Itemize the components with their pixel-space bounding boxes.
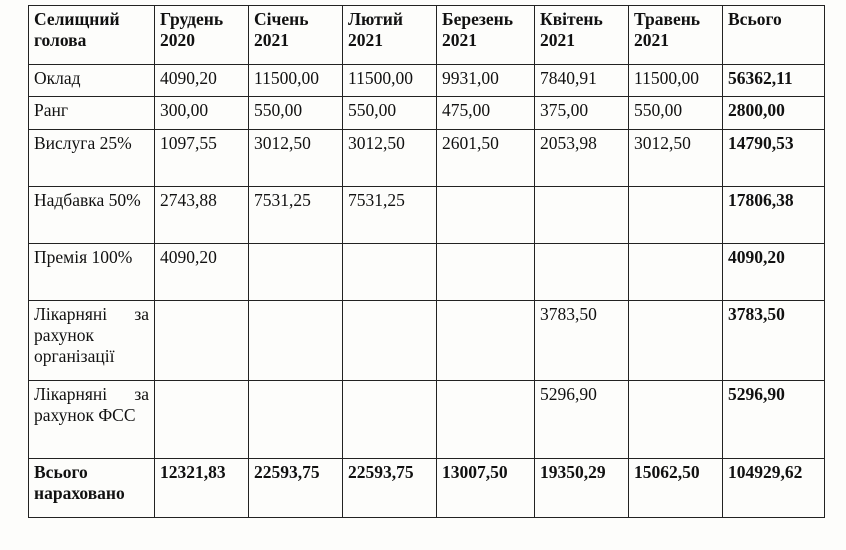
value-cell: 2053,98 (535, 130, 629, 187)
salary-table (28, 5, 825, 518)
value-cell (535, 244, 629, 301)
row-label: Ранг (29, 97, 155, 130)
value-cell: 3783,50 (535, 301, 629, 381)
value-cell (629, 187, 723, 244)
row-total-cell: 4090,20 (723, 244, 825, 301)
table-row (29, 97, 825, 130)
value-cell: 475,00 (437, 97, 535, 130)
row-total-cell: 5296,90 (723, 381, 825, 459)
grand-total-cell: 12321,83 (155, 459, 249, 518)
value-cell: 550,00 (629, 97, 723, 130)
grand-total-cell: 22593,75 (343, 459, 437, 518)
row-label: Лікарняні за рахунок організації (29, 301, 155, 381)
grand-total-cell: 13007,50 (437, 459, 535, 518)
header-cell-total: Всього (723, 6, 825, 65)
table-row (29, 65, 825, 97)
header-cell-february-2021: Лютий 2021 (343, 6, 437, 65)
value-cell: 550,00 (249, 97, 343, 130)
value-cell (343, 381, 437, 459)
row-total-cell: 2800,00 (723, 97, 825, 130)
value-cell (629, 301, 723, 381)
value-cell (629, 244, 723, 301)
value-cell: 3012,50 (629, 130, 723, 187)
value-cell: 1097,55 (155, 130, 249, 187)
value-cell: 3012,50 (249, 130, 343, 187)
value-cell: 11500,00 (629, 65, 723, 97)
value-cell: 9931,00 (437, 65, 535, 97)
value-cell (437, 187, 535, 244)
value-cell: 2601,50 (437, 130, 535, 187)
table-row (29, 187, 825, 244)
value-cell (343, 244, 437, 301)
header-cell-april-2021: Квітень 2021 (535, 6, 629, 65)
value-cell: 4090,20 (155, 65, 249, 97)
value-cell: 300,00 (155, 97, 249, 130)
value-cell: 11500,00 (249, 65, 343, 97)
value-cell (535, 187, 629, 244)
value-cell (155, 381, 249, 459)
row-label: Лікарняні за рахунок ФСС (29, 381, 155, 459)
row-total-cell: 56362,11 (723, 65, 825, 97)
value-cell (249, 301, 343, 381)
header-cell-march-2021: Березень 2021 (437, 6, 535, 65)
value-cell: 7840,91 (535, 65, 629, 97)
grand-total-label: Всього нараховано (29, 459, 155, 518)
grand-total-cell: 22593,75 (249, 459, 343, 518)
value-cell (437, 244, 535, 301)
value-cell: 5296,90 (535, 381, 629, 459)
header-cell-december-2020: Грудень 2020 (155, 6, 249, 65)
header-cell-position: Селищний голова (29, 6, 155, 65)
value-cell (629, 381, 723, 459)
row-total-cell: 3783,50 (723, 301, 825, 381)
value-cell: 7531,25 (343, 187, 437, 244)
grand-total-row (29, 459, 825, 518)
table-row (29, 381, 825, 459)
value-cell (437, 381, 535, 459)
header-row (29, 6, 825, 65)
row-label: Вислуга 25% (29, 130, 155, 187)
value-cell (437, 301, 535, 381)
value-cell (343, 301, 437, 381)
row-label: Надбавка 50% (29, 187, 155, 244)
value-cell: 4090,20 (155, 244, 249, 301)
value-cell (155, 301, 249, 381)
value-cell (249, 381, 343, 459)
table-row (29, 130, 825, 187)
value-cell: 2743,88 (155, 187, 249, 244)
value-cell: 3012,50 (343, 130, 437, 187)
row-total-cell: 14790,53 (723, 130, 825, 187)
value-cell: 375,00 (535, 97, 629, 130)
header-cell-january-2021: Січень 2021 (249, 6, 343, 65)
header-cell-may-2021: Травень 2021 (629, 6, 723, 65)
row-label: Премія 100% (29, 244, 155, 301)
row-total-cell: 17806,38 (723, 187, 825, 244)
table-row (29, 301, 825, 381)
value-cell: 7531,25 (249, 187, 343, 244)
grand-total-cell: 19350,29 (535, 459, 629, 518)
value-cell: 11500,00 (343, 65, 437, 97)
grand-total-overall: 104929,62 (723, 459, 825, 518)
row-label: Оклад (29, 65, 155, 97)
grand-total-cell: 15062,50 (629, 459, 723, 518)
table-row (29, 244, 825, 301)
value-cell: 550,00 (343, 97, 437, 130)
value-cell (249, 244, 343, 301)
